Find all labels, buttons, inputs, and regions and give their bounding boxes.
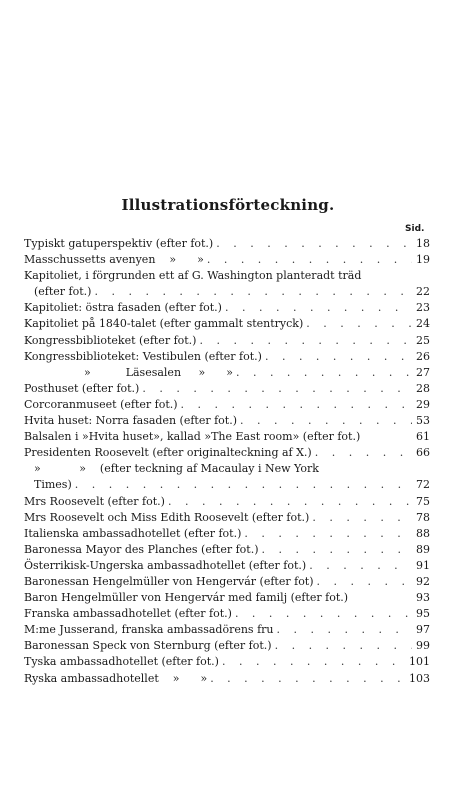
entry-text: Kapitoliet: östra fasaden (efter fot.) [24, 301, 222, 315]
list-item [24, 316, 430, 332]
entry-text: Kongressbiblioteket: Vestibulen (efter fot.) [24, 349, 262, 363]
entry-text: Typiskt gatuperspektiv (efter fot.) [24, 237, 214, 250]
leader-dots [309, 558, 412, 574]
list-item [24, 429, 430, 445]
entry-page: 29 [416, 397, 430, 411]
entry-text: Balsalen i »Hvita huset», kallad »The East room» (efter fot.) [24, 430, 361, 444]
list-item [24, 284, 430, 300]
list-item [24, 477, 430, 493]
entry-page: 23 [416, 301, 430, 315]
leader-dots [262, 542, 413, 558]
leader-dots [306, 316, 412, 332]
entry-text: Ryska ambassadhotellet » » [24, 671, 208, 685]
entry-page: 95 [416, 607, 430, 621]
leader-dots [94, 284, 412, 300]
entry-page: 93 [416, 591, 430, 605]
list-item [24, 526, 430, 542]
list-item [24, 671, 430, 687]
entry-text: Baronessa Mayor des Planches (efter fot.) [24, 542, 259, 556]
entry-text: Hvita huset: Norra fasaden (efter fot.) [24, 414, 237, 428]
leader-dots [240, 413, 412, 429]
leader-dots [235, 606, 412, 622]
entry-page: 53 [416, 414, 430, 428]
entry-text: Mrs Roosevelt och Miss Edith Roosevelt (efter fot.) [24, 510, 310, 524]
entry-text: Italienska ambassadhotellet (efter fot.) [24, 526, 242, 540]
entry-text: Baronessan Hengelmüller von Hengervár (efter fot) [24, 574, 314, 588]
entry-text: Baron Hengelmüller von Hengervár med familj (efter fot.) [24, 591, 349, 605]
list-item [24, 622, 430, 638]
list-item [24, 590, 430, 606]
list-item [24, 413, 430, 429]
leader-dots [142, 381, 412, 397]
list-item [24, 300, 430, 316]
list-item [24, 558, 430, 574]
leader-dots [276, 622, 412, 638]
leader-dots [317, 574, 412, 590]
page-column-header: Sid. [405, 224, 425, 234]
leader-dots [222, 654, 407, 670]
entry-text: Kapitoliet på 1840-talet (efter gammalt stentryck) [24, 317, 304, 331]
illustration-list [24, 236, 430, 687]
list-item [24, 236, 430, 252]
entry-text: Masschussetts avenyen » » [24, 253, 204, 267]
entry-page: 25 [416, 333, 430, 347]
entry-text: Posthuset (efter fot.) [24, 381, 140, 395]
leader-dots [275, 638, 412, 654]
entry-page: 101 [409, 655, 430, 669]
leader-dots [75, 477, 412, 493]
entry-page: 18 [416, 237, 430, 250]
entry-page: 97 [416, 623, 430, 637]
entry-page: 92 [416, 574, 430, 588]
entry-text: (efter fot.) [34, 285, 92, 299]
leader-dots [315, 445, 412, 461]
list-item [24, 445, 430, 461]
list-item [24, 333, 430, 349]
list-item [24, 268, 430, 284]
entry-page: 22 [416, 285, 430, 299]
list-item [24, 606, 430, 622]
leader-dots [225, 300, 412, 316]
entry-text: M:me Jusserand, franska ambassadörens fru [24, 623, 274, 637]
entry-text: Österrikisk-Ungerska ambassadhotellet (efter fot.) [24, 558, 307, 572]
entry-text: Tyska ambassadhotellet (efter fot.) [24, 655, 219, 669]
leader-dots [181, 397, 412, 413]
leader-dots [210, 671, 407, 687]
list-item [24, 365, 430, 381]
entry-page: 24 [416, 317, 430, 331]
leader-dots [207, 252, 412, 268]
entry-page: 19 [416, 253, 430, 267]
entry-text: Corcoranmuseet (efter fot.) [24, 397, 178, 411]
entry-page: 89 [416, 542, 430, 556]
leader-dots [265, 349, 412, 365]
list-item [24, 461, 430, 477]
list-item [24, 574, 430, 590]
entry-text: Times) [34, 478, 72, 492]
entry-text: Kongressbiblioteket (efter fot.) [24, 333, 197, 347]
list-item [24, 494, 430, 510]
list-item [24, 397, 430, 413]
list-item [24, 349, 430, 365]
entry-page: 103 [409, 671, 430, 685]
entry-page: 28 [416, 381, 430, 395]
leader-dots [199, 333, 412, 349]
entry-page: 91 [416, 558, 430, 572]
page-title: Illustrationsförteckning. [121, 196, 335, 214]
entry-text: Baronessan Speck von Sternburg (efter fot.) [24, 639, 272, 653]
entry-page: 88 [416, 526, 430, 540]
entry-text: Kapitoliet, i förgrunden ett af G. Washington planteradt träd [24, 269, 362, 283]
entry-page: 27 [416, 365, 430, 379]
entry-page: 99 [416, 639, 430, 653]
leader-dots [168, 494, 412, 510]
list-item [24, 252, 430, 268]
entry-text: » » (efter teckning af Macaulay i New York [34, 462, 319, 476]
entry-page: 61 [416, 430, 430, 444]
entry-page: 75 [416, 494, 430, 508]
entry-text: Franska ambassadhotellet (efter fot.) [24, 607, 232, 621]
entry-page: 26 [416, 349, 430, 363]
list-item [24, 381, 430, 397]
entry-page: 72 [416, 478, 430, 492]
leader-dots [236, 365, 412, 381]
entry-page: 78 [416, 510, 430, 524]
entry-text: » Läsesalen » » [84, 365, 233, 379]
list-item [24, 510, 430, 526]
leader-dots [244, 526, 412, 542]
entry-page: 66 [416, 446, 430, 460]
entry-text: Presidenten Roosevelt (efter originalteckning af X.) [24, 446, 312, 460]
leader-dots [312, 510, 412, 526]
leader-dots [216, 236, 412, 252]
list-item [24, 654, 430, 670]
list-item [24, 638, 430, 654]
list-item [24, 542, 430, 558]
entry-text: Mrs Roosevelt (efter fot.) [24, 494, 165, 508]
